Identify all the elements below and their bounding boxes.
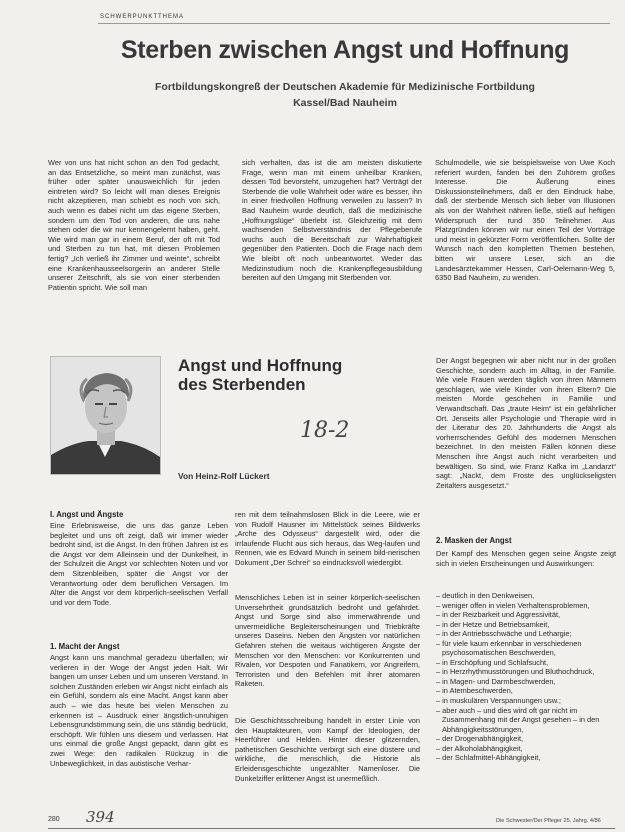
footer-rule [48, 828, 615, 829]
list-item: – in Magen- und Darmbeschwerden, [436, 676, 556, 686]
column-2-paragraph-1: ren mit dem teilnahmslosen Blick in die Leere, wie er von Rudolf Hausner im Mittelstück seines Bildwerks „Arche des Odysseus“ dargestellt wird, oder die irrlaufende Flucht aus sich heraus, das Weg-laufen und Rennen, wie es Edvard Munch in seinem bild-nerischen Dokument „Der Schrei“ so eindrucksvoll wiedergibt. [235, 510, 420, 567]
kicker-rule [98, 23, 610, 24]
page-title: Sterben zwischen Angst und Hoffnung [120, 36, 570, 64]
subtitle-line-2: Kassel/Bad Nauheim [293, 97, 397, 109]
list-item: – in Herzrhythmusstörungen und Bluthochdruck, [436, 667, 595, 677]
list-item: – der Alkoholabhängigkeit, [436, 743, 523, 753]
list-item: – der Drogenabhängigkeit, [436, 734, 524, 744]
list-item: – für viele kaum erkennbar in verschiedenen psychosomatischen Beschwerden, [436, 638, 582, 658]
column-3-paragraph-1: Der Angst begegnen wir aber nicht nur in der großen Geschichte, sondern auch im Alltag, in der Familie. Wie viele Frauen werden täglich von ihren Männern geschlagen, wie viele Kinder von ihren Eltern? Die meisten Morde geschehen in Familie und Verwandtschaft. Das „traute Heim“ ist ein gefährlicher Ort. Jenseits aller Psychologie und Therapie wird in der Literatur des 20. Jahrhunderts die Angst als vorherrschendes Gefühl des modernen Menschen bezeichnet. In den meisten Fällen können diese Menschen ihre Angst auch nicht verarbeiten und bewältigen. So sind, wie Franz Kafka im „Landarzt“ sagt: „Nackt, dem Froste des unglückseligsten Zeitalters ausgesetzt.“ [436, 356, 616, 490]
list-item: – in Erschöpfung und Schlafsucht, [436, 657, 549, 667]
list-item: – in der Reizbarkeit und Aggressivität, [436, 610, 561, 620]
section-1-sub-heading: 1. Macht der Angst [50, 642, 120, 651]
list-item: – der Schlafmittel-Abhängigkeit, [436, 753, 541, 763]
article-title-line-2: des Sterbenden [178, 375, 306, 394]
list-item: – weniger offen in vielen Verhaltensproblemen, [436, 600, 590, 610]
intro-column-2: sich verhalten, das ist die am meisten diskutierte Frage, wenn man mit einem unheilbar Kranken, dessen Tod bevorsteht, umzugehen hat? Verträgt der Sterbende die volle Wahrheit oder wäre es besser, ihn in einer friedvollen Hoffnung verweilen zu lassen? In Bad Nauheim wurde deutlich, daß die medizinische „Hoffnungslüge“ überlebt ist. Gleichzeitig mit dem wachsenden Selbstverständnis der Pflegeberufe wuchs auch die Bereitschaft zur Wahrhaftigkeit gegenüber den Patienten. Doch die Frage nach dem Wie bleibt oft noch unbeantwortet. Weder das Medizinstudium noch die Krankenpflegeausbildung bereiten auf den Umgang mit Sterbenden vor. [242, 158, 422, 283]
article-byline: Von Heinz-Rolf Lückert [178, 471, 270, 481]
column-2-paragraph-3: Die Geschichtsschreibung handelt in erster Linie von den Hauptakteuren, vom Kampf der Ideologien, der Heerführer und Helden. Hinter dieser glitzernden, pathetischen Geschichte verbirgt sich eine düstere und wirkliche, die menschlich, die Historie als Erleidensgeschichte ungezählter Namenloser. Die Dunkelziffer erlittener Angst ist unermeßlich. [235, 716, 420, 783]
journal-reference: Die Schwester/Der Pfleger 25. Jahrg. 4/86 [496, 818, 601, 824]
article-title [178, 356, 418, 394]
author-photo [50, 356, 161, 475]
angst-masks-list [436, 591, 616, 763]
section-1-sub-text: Angst kann uns manchmal geradezu überfallen; wir verlieren in der Woge der Angst jeden Halt. Wir bangen um unser Leben und um unseren Verstand. In solchen Zuständen erleben wir Angst nicht einfach als ein Gefühl, sondern als eine Macht. Angst kann aber auch – wie das heute bei vielen Menschen zu erkennen ist – Ausdruck einer ängstlich-unruhigen Lebensgrundstimmung sein, die uns ständig bedrückt, erschöpft. Wir fühlen uns diesem und verlassen. Hat uns einmal die große Angst gepackt, dann gibt es zwei Wege: den radikalen Rückzug in die Unbeweglichkeit, in das autistische Verhar- [50, 653, 228, 768]
intro-column-3: Schulmodelle, wie sie beispielsweise von Uwe Koch referiert wurden, fanden bei den Zuhörern großes Interesse. Die Äußerung eines Diskussionsteilnehmers, daß er den Eindruck habe, daß der sterbende Mensch sich lieber von Illusionen als von der Wahrheit nähren ließe, stieß auf heftigen Widerspruch der rund 350 Teilnehmer. Aus Platzgründen können wir nur einen Teil der Vorträge und meist in gekürzter Form veröffentlichen. Sollte der Wunsch nach den kompletten Themen bestehen, bitten wir unsere Leser, sich an die Landesärztekammer Hessen, Carl-Oelemann-Weg 5, 6350 Bad Nauheim, zu wenden. [435, 158, 615, 283]
intro-column-1: Wer von uns hat nicht schon an den Tod gedacht, an das Entsetzliche, so meint man zunächst, was früher oder später unausweichlich für jeden eintreten wird? So leicht will man dieses Ereignis nicht akzeptieren, man schiebt es noch von sich, auch wenn es dabei nicht um das eigene Sterben, sondern um den Tod von anderen, die uns nahe stehen oder die wir nur kennengelernt haben, geht. Wie wird man gar in einem Beruf, der oft mit Tod und Sterben zu tun hat, mit diesen Problemen fertig? „Ich verließ ihr Zimmer und weinte“, schreibt eine Krankenhausseelsorgerin an anderer Stelle unserer Zeitschrift, als sie von einer sterbenden Patientin spricht. Wie soll man [48, 158, 220, 292]
section-1-text: Eine Erlebnisweise, die uns das ganze Leben begleitet und uns oft zeigt, daß wir immer wieder bedroht sind, ist die Angst. In den frühen Jahren ist es die Angst vor dem Alleinsein und der Dunkelheit, in der Schulzeit die Angst vor schlechten Noten und vor dem Sitzenbleiben, später die Angst vor der Verantwortung oder dem beruflichen Versagen. Im Alter die Angst vor dem körperlich-seelischen Verfall und vor dem Tode. [50, 521, 228, 607]
handwritten-note: 18-2 [300, 418, 350, 443]
list-item: – aber auch – und dies wird oft gar nicht im Zusammenhang mit der Angst gesehen – in den Abhängigkeitsstörungen, [436, 705, 600, 734]
list-item: – in der Antriebsschwäche und Lethargie; [436, 629, 572, 639]
section-kicker: SCHWERPUNKTTHEMA [100, 14, 185, 20]
column-2-paragraph-2: Menschliches Leben ist in seiner körperlich-seelischen Unversehrtheit grundsätzlich bedroht und gefährdet. Angst und Sorge sind also immerwährende und unvermeidliche Begleiterscheinungen und Triebkräfte unseres Daseins. Neben den Ängsten vor natürlichen Gefahren stehen die weitaus wichtigeren Ängste der Menschen vor den Menschen: vor Konkurrenten und Rivalen, vor Despoten und Fanatikern, vor Angreifern, Terroristen und den Befehlen mit ihrer atomaren Raketen. [235, 593, 420, 689]
handwritten-page-number: 394 [86, 808, 115, 826]
page-subtitle [100, 79, 590, 111]
subtitle-line-1: Fortbildungskongreß der Deutschen Akademie für Medizinische Fortbildung [155, 81, 535, 93]
list-item: – in Atembeschwerden, [436, 686, 513, 696]
list-item: – in muskulären Verspannungen usw.; [436, 696, 561, 706]
list-item: – deutlich in den Denkweisen, [436, 591, 535, 600]
author-portrait-icon [51, 357, 160, 474]
section-2-heading: 2. Masken der Angst [436, 536, 512, 545]
section-2-text: Der Kampf des Menschen gegen seine Ängste zeigt sich in vielen Erscheinungen und Auswirkungen: [436, 549, 616, 568]
article-title-line-1: Angst und Hoffnung [178, 356, 343, 375]
list-item: – in der Hetze und Betriebsamkeit, [436, 619, 550, 629]
page-number: 280 [48, 816, 60, 823]
section-1-heading: I. Angst und Ängste [50, 510, 124, 519]
